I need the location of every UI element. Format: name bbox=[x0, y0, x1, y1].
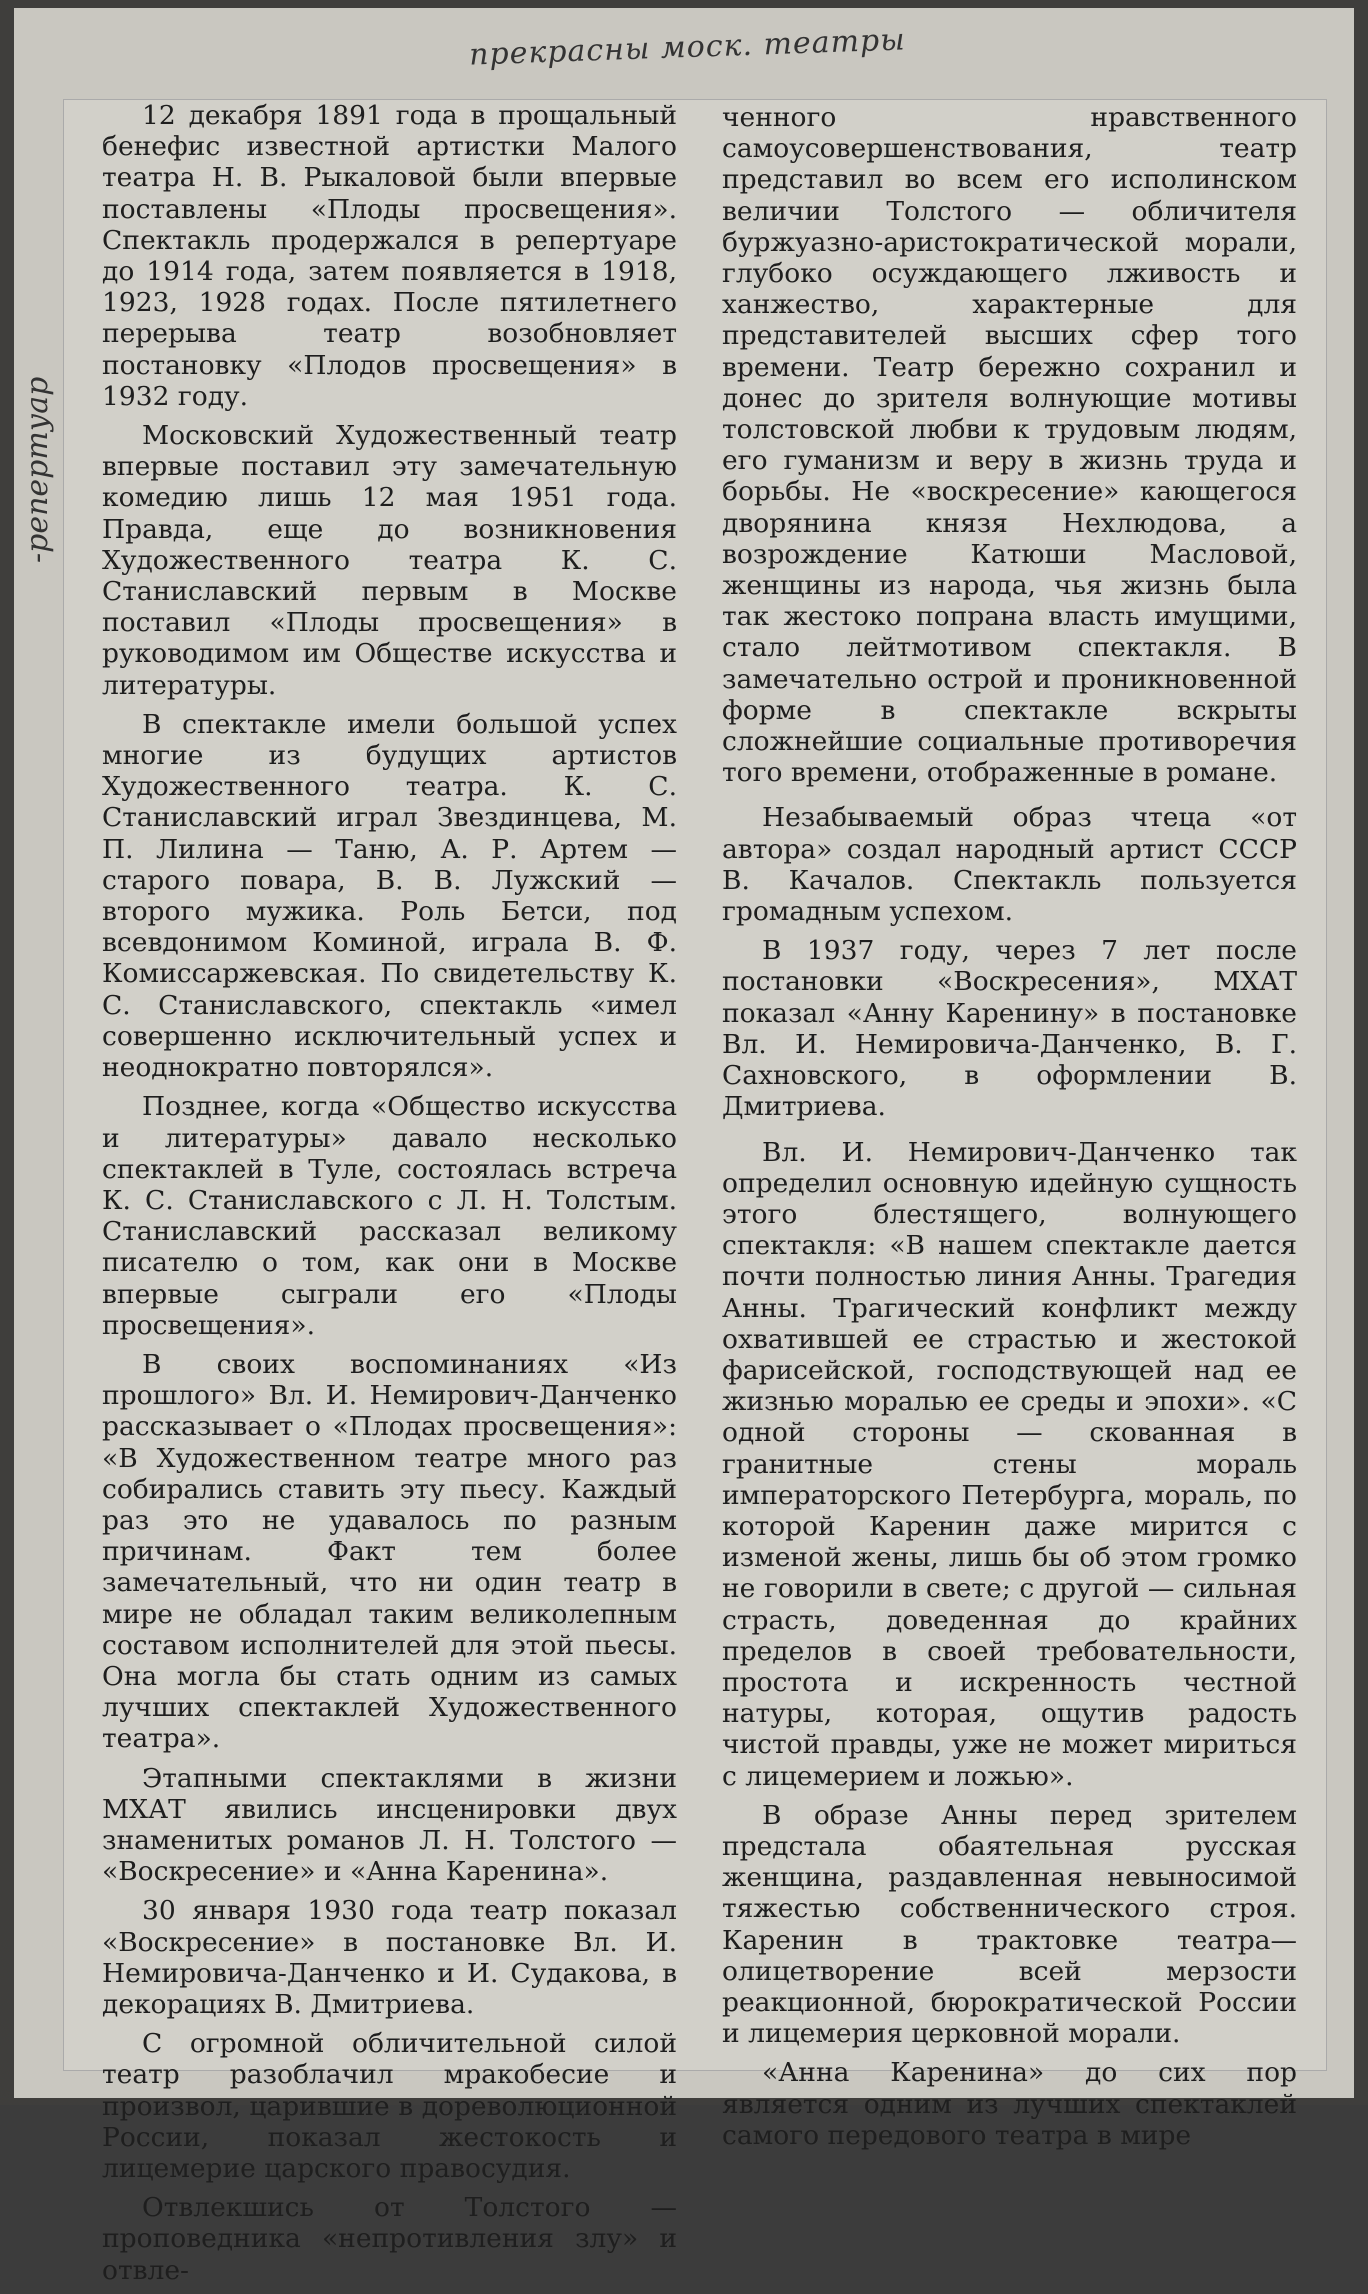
paragraph: ченного нравственного самоусовершенствования, театр представил во всем его исполинском величии Толстого — обличителя буржуазно-аристократической морали, глубоко осуждающего лживость и ханжество, характерные для представителей высших сфер того времени. Театр бережно сохранил и донес до зрителя волнующие мотивы толстовской любви к трудовым людям, его гуманизм и веру в жизнь труда и борьбы. Не «воскресение» кающегося дворянина князя Нехлюдова, а возрождение Катюши Масловой, женщины из народа, чья жизнь была так жестоко попрана власть имущими, стало лейтмотивом спектакля. В замечательно острой и проникновенной форме в спектакле вскрыты сложнейшие социальные противоречия того времени, отображенные в романе. bbox=[722, 102, 1297, 789]
paragraph: В спектакле имели большой успех многие из будущих артистов Художественного театра. К. С. Станиславский играл Звездинцева, М. П. Лилина — Таню, А. Р. Артем — старого повара, В. В. Лужский — второго мужика. Роль Бетси, под всевдонимом Коминой, играла В. Ф. Комиссаржевская. По свидетельству К. С. Станиславского, спектакль «имел совершенно исключительный успех и неоднократно повторялся». bbox=[102, 708, 677, 1084]
paragraph: В образе Анны перед зрителем предстала обаятельная русская женщина, раздавленная невыносимой тяжестью собственнического строя. Каренин в трактовке театра—олицетворение всей мерзости реакционной, бюрократической России и лицемерия церковной морали. bbox=[722, 1799, 1297, 2050]
article-column-left bbox=[102, 100, 677, 2294]
paragraph: Московский Художественный театр впервые поставил эту замечательную комедию лишь 12 мая 1951 года. Правда, еще до возникновения Художественного театра К. С. Станиславский первым в Москве поставил «Плоды просвещения» в руководимом им Обществе искусства и литературы. bbox=[102, 420, 677, 701]
paragraph: 30 января 1930 года театр показал «Воскресение» в постановке Вл. И. Немировича-Данченко и И. Судакова, в декорациях В. Дмитриева. bbox=[102, 1895, 677, 2020]
paragraph: Вл. И. Немирович-Данченко так определил основную идейную сущность этого блестящего, волнующего спектакля: «В нашем спектакле дается почти полностью линия Анны. Трагедия Анны. Трагический конфликт между охватившей ее страстью и жестокой фарисейской, господствующей над ее жизнью моралью ее среды и эпохи». «С одной стороны — скованная в гранитные стены мораль императорского Петербурга, мораль, по которой Каренин даже мирится с изменой жены, лишь бы об этом громко не говорили в свете; с другой — сильная страсть, доведенная до крайних пределов в своей требовательности, простота и искренность честной натуры, которая, ощутив радость чистой правды, уже не может мириться с лицемерием и ложью». bbox=[722, 1136, 1297, 1792]
paragraph: Незабываемый образ чтеца «от автора» создал народный артист СССР В. Качалов. Спектакль пользуется громадным успехом. bbox=[722, 802, 1297, 928]
paragraph: 12 декабря 1891 года в прощальный бенефис известной артистки Малого театра Н. В. Рыкаловой были впервые поставлены «Плоды просвещения». Спектакль продержался в репертуаре до 1914 года, затем появляется в 1918, 1923, 1928 годах. После пятилетнего перерыва театр возобновляет постановку «Плодов просвещения» в 1932 году. bbox=[102, 100, 677, 412]
paragraph: С огромной обличительной силой театр разоблачил мракобесие и произвол, царившие в дореволюционной России, показал жестокость и лицемерие царского правосудия. bbox=[102, 2028, 677, 2184]
handwritten-note-side: -репертуар bbox=[20, 376, 55, 563]
paragraph: «Анна Каренина» до сих пор является одним из лучших спектаклей самого передового театра в мире bbox=[722, 2057, 1297, 2151]
article-column-right bbox=[722, 102, 1297, 2159]
newspaper-clipping bbox=[64, 100, 1326, 2286]
paragraph: В 1937 году, через 7 лет после постановки «Воскресения», МХАТ показал «Анну Каренину» в постановке Вл. И. Немировича-Данченко, В. Г. Сахновского, в оформлении В. Дмитриева. bbox=[722, 935, 1297, 1123]
handwritten-note-top: прекрасны моск. театры bbox=[468, 22, 907, 73]
paragraph: В своих воспоминаниях «Из прошлого» Вл. И. Немирович-Данченко рассказывает о «Плодах просвещения»: «В Художественном театре много раз собирались ставить эту пьесу. Каждый раз это не удавалось по разным причинам. Факт тем более замечательный, что ни один театр в мире не обладал таким великолепным составом исполнителей для этой пьесы. Она могла бы стать одним из самых лучших спектаклей Художественного театра». bbox=[102, 1348, 677, 1755]
paragraph: Этапными спектаклями в жизни МХАТ явились инсценировки двух знаменитых романов Л. Н. Толстого — «Воскресение» и «Анна Каренина». bbox=[102, 1762, 677, 1888]
paragraph: Позднее, когда «Общество искусства и литературы» давало несколько спектаклей в Туле, состоялась встреча К. С. Станиславского с Л. Н. Толстым. Станиславский рассказал великому писателю о том, как они в Москве впервые сыграли его «Плоды просвещения». bbox=[102, 1091, 677, 1341]
paragraph: Отвлекшись от Толстого — проповедника «непротивления злу» и отвле- bbox=[102, 2192, 677, 2286]
